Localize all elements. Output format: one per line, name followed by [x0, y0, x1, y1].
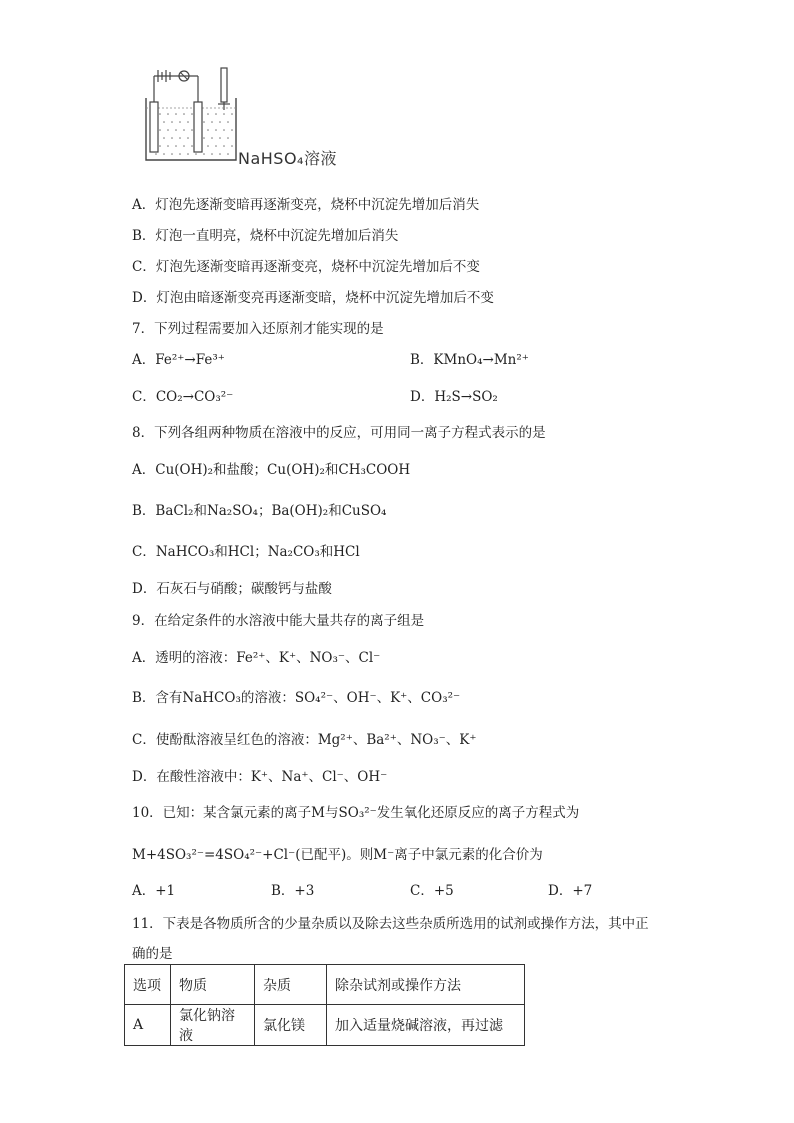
q7-option-b: B．KMnO₄→Mn²⁺ — [410, 352, 529, 368]
table-header-cell: 物质 — [171, 965, 255, 1005]
table-cell: 氯化镁 — [255, 1005, 327, 1046]
table-header-cell: 选项 — [125, 965, 171, 1005]
apparatus-figure — [140, 62, 370, 174]
table-cell: A — [125, 1005, 171, 1046]
q10-option-a: A．+1 — [132, 883, 176, 899]
q11-stem-line1: 11．下表是各物质所含的少量杂质以及除去这些杂质所选用的试剂或操作方法，其中正 — [132, 916, 649, 932]
q9-option-c: C．使酚酞溶液呈红色的溶液：Mg²⁺、Ba²⁺、NO₃⁻、K⁺ — [132, 732, 477, 748]
q10-option-d: D．+7 — [548, 883, 593, 899]
q9-option-d: D．在酸性溶液中：K⁺、Na⁺、Cl⁻、OH⁻ — [132, 769, 388, 785]
q11-stem-line2: 确的是 — [132, 946, 173, 962]
q6-option-a: A．灯泡先逐渐变暗再逐渐变亮，烧杯中沉淀先增加后消失 — [132, 197, 480, 213]
q9-option-a: A．透明的溶液：Fe²⁺、K⁺、NO₃⁻、Cl⁻ — [132, 650, 381, 666]
table-header-row — [125, 965, 525, 1005]
table-cell: 氯化钠溶液 — [171, 1005, 255, 1046]
q10-option-c: C．+5 — [410, 883, 454, 899]
q9-stem: 9．在给定条件的水溶液中能大量共存的离子组是 — [132, 613, 425, 629]
q10-option-b: B．+3 — [271, 883, 315, 899]
q9-option-b: B．含有NaHCO₃的溶液：SO₄²⁻、OH⁻、K⁺、CO₃²⁻ — [132, 690, 461, 706]
table-row — [125, 1005, 525, 1046]
q10-stem: 10．已知：某含氯元素的离子M与SO₃²⁻发生氧化还原反应的离子方程式为 — [132, 805, 580, 821]
impurity-table — [124, 964, 525, 1046]
q7-option-c: C．CO₂→CO₃²⁻ — [132, 389, 234, 405]
q10-equation: M+4SO₃²⁻=4SO₄²⁻+Cl⁻(已配平)。则M⁻离子中氯元素的化合价为 — [132, 847, 543, 863]
q7-stem: 7．下列过程需要加入还原剂才能实现的是 — [132, 321, 384, 337]
q8-stem: 8．下列各组两种物质在溶液中的反应，可用同一离子方程式表示的是 — [132, 425, 546, 441]
q7-option-d: D．H₂S→SO₂ — [410, 389, 498, 405]
table-header-cell: 杂质 — [255, 965, 327, 1005]
q8-option-b: B．BaCl₂和Na₂SO₄；Ba(OH)₂和CuSO₄ — [132, 503, 387, 519]
q7-option-a: A．Fe²⁺→Fe³⁺ — [132, 352, 225, 368]
table-cell: 加入适量烧碱溶液，再过滤 — [327, 1005, 525, 1046]
q8-option-a: A．Cu(OH)₂和盐酸；Cu(OH)₂和CH₃COOH — [132, 462, 411, 478]
q8-option-d: D．石灰石与硝酸；碳酸钙与盐酸 — [132, 581, 332, 597]
q6-option-c: C．灯泡先逐渐变暗再逐渐变亮，烧杯中沉淀先增加后不变 — [132, 259, 480, 275]
table-header-cell: 除杂试剂或操作方法 — [327, 965, 525, 1005]
q6-option-d: D．灯泡由暗逐渐变亮再逐渐变暗，烧杯中沉淀先增加后不变 — [132, 290, 494, 306]
q8-option-c: C．NaHCO₃和HCl；Na₂CO₃和HCl — [132, 544, 360, 560]
q6-option-b: B．灯泡一直明亮，烧杯中沉淀先增加后消失 — [132, 228, 399, 244]
solution-label: NaHSO₄溶液 — [238, 149, 337, 168]
